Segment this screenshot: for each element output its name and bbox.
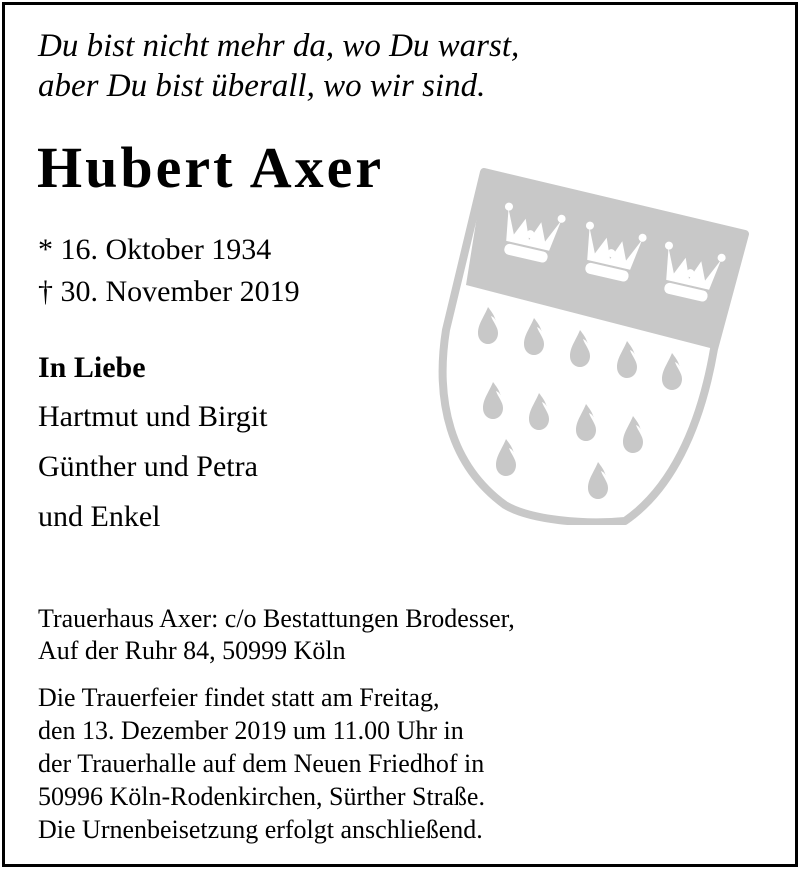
cologne-coat-of-arms-icon [438,165,750,525]
ceremony-line-4: 50996 Köln-Rodenkirchen, Sürther Straße. [38,782,485,811]
deceased-name: Hubert Axer [37,135,385,200]
motto-line-2: aber Du bist überall, wo wir sind. [38,68,486,104]
mourners-heading: In Liebe [38,351,146,384]
motto-line-1: Du bist nicht mehr da, wo Du warst, [38,28,520,64]
address-line-2: Auf der Ruhr 84, 50999 Köln [38,636,346,665]
ceremony-line-5: Die Urnenbeisetzung erfolgt anschließend. [38,815,483,844]
mourner-1: Hartmut und Birgit [38,400,268,433]
ceremony-line-2: den 13. Dezember 2019 um 11.00 Uhr in [38,716,464,745]
address-line-1: Trauerhaus Axer: c/o Bestattungen Brodesser, [38,604,515,633]
death-date: † 30. November 2019 [38,275,300,308]
ceremony-line-1: Die Trauerfeier findet statt am Freitag, [38,683,440,712]
mourner-3: und Enkel [38,500,161,533]
ceremony-line-3: der Trauerhalle auf dem Neuen Friedhof in [38,749,485,778]
birth-date: * 16. Oktober 1934 [38,233,272,266]
mourner-2: Günther und Petra [38,450,258,483]
